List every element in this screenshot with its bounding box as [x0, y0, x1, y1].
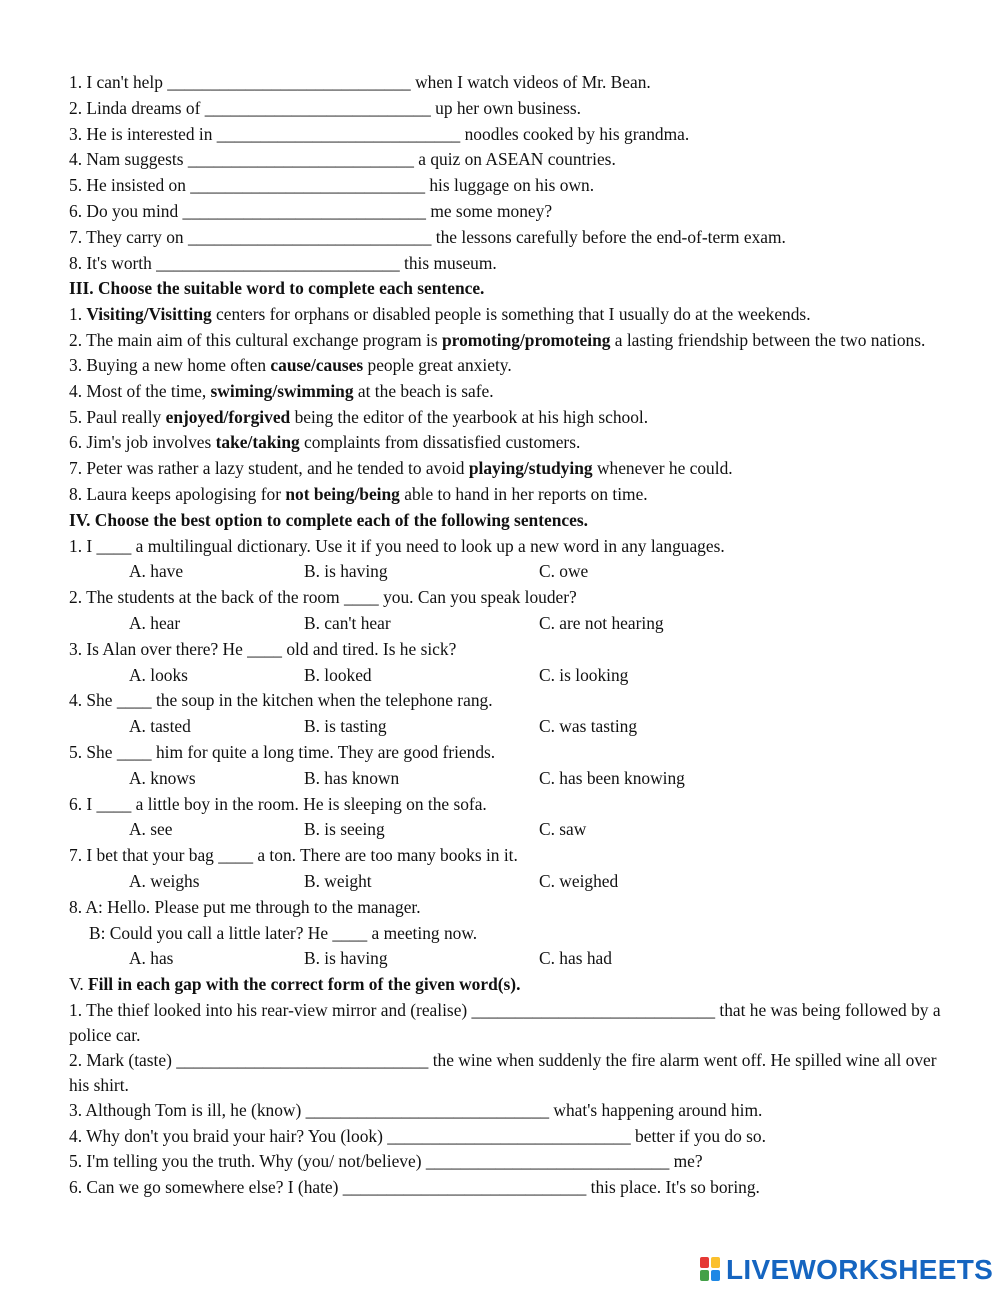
option-a: A. knows: [129, 767, 196, 788]
option-c: C. are not hearing: [539, 612, 664, 633]
question-text: 3. Is Alan over there? He ____ old and tired. Is he sick?: [69, 638, 457, 659]
choice-words: cause/causes: [270, 354, 364, 375]
part-iii-list: [69, 302, 949, 508]
option-a: A. weighs: [129, 870, 200, 891]
item-text: 6. Jim's job involves: [69, 432, 216, 453]
part-iv-question: [69, 740, 949, 792]
part-iv-question: [69, 843, 949, 895]
item-text: centers for orphans or disabled people is something that I usually do at the weekends.: [211, 304, 811, 325]
part-ii-item: 6. Do you mind ____________________________ me some money?: [69, 200, 553, 221]
option-a: A. have: [129, 561, 184, 582]
item-text: 2. The main aim of this cultural exchange program is: [69, 329, 442, 350]
item-text: 4. Most of the time,: [69, 380, 211, 401]
part-ii-item: 4. Nam suggests __________________________ a quiz on ASEAN countries.: [69, 149, 616, 170]
option-a: A. see: [129, 819, 173, 840]
part-iii-item: [69, 302, 949, 328]
answer-options: [69, 559, 949, 585]
item-text: whenever he could.: [592, 458, 733, 479]
answer-options: [69, 714, 949, 740]
part-iv-question: [69, 688, 949, 740]
part-iii-item: [69, 430, 949, 456]
question-text: 5. She ____ him for quite a long time. They are good friends.: [69, 741, 496, 762]
part-iv-list: [69, 534, 949, 973]
option-c: C. weighed: [539, 870, 619, 891]
option-c: C. has been knowing: [539, 767, 685, 788]
option-b: B. is having: [304, 948, 388, 969]
logo-text: LIVEWORKSHEETS: [726, 1254, 994, 1285]
choice-words: take/taking: [215, 432, 300, 453]
choice-words: enjoyed/forgived: [165, 406, 291, 427]
choice-words: Visiting/Visitting: [86, 304, 212, 325]
option-a: A. looks: [129, 664, 188, 685]
answer-options: [69, 946, 949, 972]
part-iv-question: [69, 792, 949, 844]
liveworksheets-logo-icon: [700, 1257, 722, 1283]
option-c: C. owe: [539, 561, 589, 582]
option-a: A. hear: [129, 612, 181, 633]
option-b: B. has known: [304, 767, 400, 788]
part-v-title: Fill in each gap with the correct form of the given word(s).: [88, 974, 521, 995]
part-v-item: 1. The thief looked into his rear-view mirror and (realise) ____________________________ that he was being followed by a police car.: [69, 999, 941, 1045]
answer-options: [69, 663, 949, 689]
part-iii-item: [69, 405, 949, 431]
part-iii-item: [69, 456, 949, 482]
part-iv-question: [69, 637, 949, 689]
question-text: B: Could you call a little later? He ____ a meeting now.: [89, 922, 478, 943]
part-v-item: 6. Can we go somewhere else? I (hate) ____________________________ this place. It's so boring.: [69, 1177, 760, 1198]
item-text: able to hand in her reports on time.: [399, 483, 648, 504]
item-text: 3. Buying a new home often: [69, 354, 271, 375]
option-b: B. is having: [304, 561, 388, 582]
part-ii-list: [69, 70, 949, 276]
option-c: C. was tasting: [539, 716, 638, 737]
part-iv-question: [69, 585, 949, 637]
item-text: 8. Laura keeps apologising for: [69, 483, 286, 504]
part-v-item: 3. Although Tom is ill, he (know) ____________________________ what's happening around him.: [69, 1099, 763, 1120]
option-c: C. has had: [539, 948, 612, 969]
part-ii-item: 8. It's worth ____________________________ this museum.: [69, 252, 497, 273]
part-v-number: V.: [69, 974, 89, 995]
answer-options: [69, 766, 949, 792]
question-text: 6. I ____ a little boy in the room. He is sleeping on the sofa.: [69, 793, 487, 814]
question-text: 2. The students at the back of the room ____ you. Can you speak louder?: [69, 587, 577, 608]
option-b: B. can't hear: [304, 612, 391, 633]
choice-words: playing/studying: [468, 458, 593, 479]
liveworksheets-logo[interactable]: [700, 1255, 993, 1285]
item-text: a lasting friendship between the two nations.: [610, 329, 926, 350]
option-b: B. is tasting: [304, 716, 387, 737]
part-iii-heading: III. Choose the suitable word to complete each sentence.: [69, 278, 485, 299]
part-v-item: 2. Mark (taste) _____________________________ the wine when suddenly the fire alarm went off. He spilled wine all over his shirt.: [69, 1049, 937, 1095]
part-iii-item: [69, 482, 949, 508]
part-ii-item: 3. He is interested in ____________________________ noodles cooked by his grandma.: [69, 123, 690, 144]
item-text: being the editor of the yearbook at his high school.: [290, 406, 649, 427]
part-v-item: 4. Why don't you braid your hair? You (look) ____________________________ better if you do so.: [69, 1125, 766, 1146]
item-text: complaints from dissatisfied customers.: [299, 432, 581, 453]
item-text: 5. Paul really: [69, 406, 166, 427]
item-text: 1.: [69, 304, 87, 325]
choice-words: promoting/promoteing: [442, 329, 611, 350]
choice-words: swiming/swimming: [210, 380, 354, 401]
question-text: 4. She ____ the soup in the kitchen when the telephone rang.: [69, 690, 493, 711]
part-ii-item: 5. He insisted on ___________________________ his luggage on his own.: [69, 175, 595, 196]
part-ii-item: 7. They carry on ____________________________ the lessons carefully before the end-of-term exam.: [69, 226, 786, 247]
part-ii-item: 1. I can't help ____________________________ when I watch videos of Mr. Bean.: [69, 72, 651, 92]
item-text: people great anxiety.: [363, 354, 512, 375]
option-c: C. is looking: [539, 664, 629, 685]
answer-options: [69, 869, 949, 895]
question-text: 7. I bet that your bag ____ a ton. There are too many books in it.: [69, 845, 518, 866]
part-v-heading: [69, 972, 949, 998]
part-iv-question: [69, 534, 949, 586]
option-c: C. saw: [539, 819, 587, 840]
answer-options: [69, 817, 949, 843]
part-v-list: [69, 998, 949, 1201]
question-text: 1. I ____ a multilingual dictionary. Use it if you need to look up a new word in any languages.: [69, 535, 725, 556]
part-iii-item: [69, 328, 949, 353]
part-v-item: 5. I'm telling you the truth. Why (you/ not/believe) ____________________________ me?: [69, 1151, 703, 1172]
part-iii-item: [69, 353, 949, 379]
question-text: 8. A: Hello. Please put me through to the manager.: [69, 896, 421, 917]
worksheet-content: [69, 70, 949, 1201]
item-text: 7. Peter was rather a lazy student, and he tended to avoid: [69, 458, 469, 479]
item-text: at the beach is safe.: [353, 380, 494, 401]
part-iii-item: [69, 379, 949, 405]
option-b: B. looked: [304, 664, 372, 685]
option-b: B. weight: [304, 870, 372, 891]
option-a: A. has: [129, 948, 174, 969]
option-a: A. tasted: [129, 716, 191, 737]
part-iv-question: [69, 895, 949, 972]
answer-options: [69, 611, 949, 637]
part-iv-heading: IV. Choose the best option to complete each of the following sentences.: [69, 509, 588, 530]
option-b: B. is seeing: [304, 819, 385, 840]
part-ii-item: 2. Linda dreams of __________________________ up her own business.: [69, 97, 582, 118]
choice-words: not being/being: [285, 483, 400, 504]
